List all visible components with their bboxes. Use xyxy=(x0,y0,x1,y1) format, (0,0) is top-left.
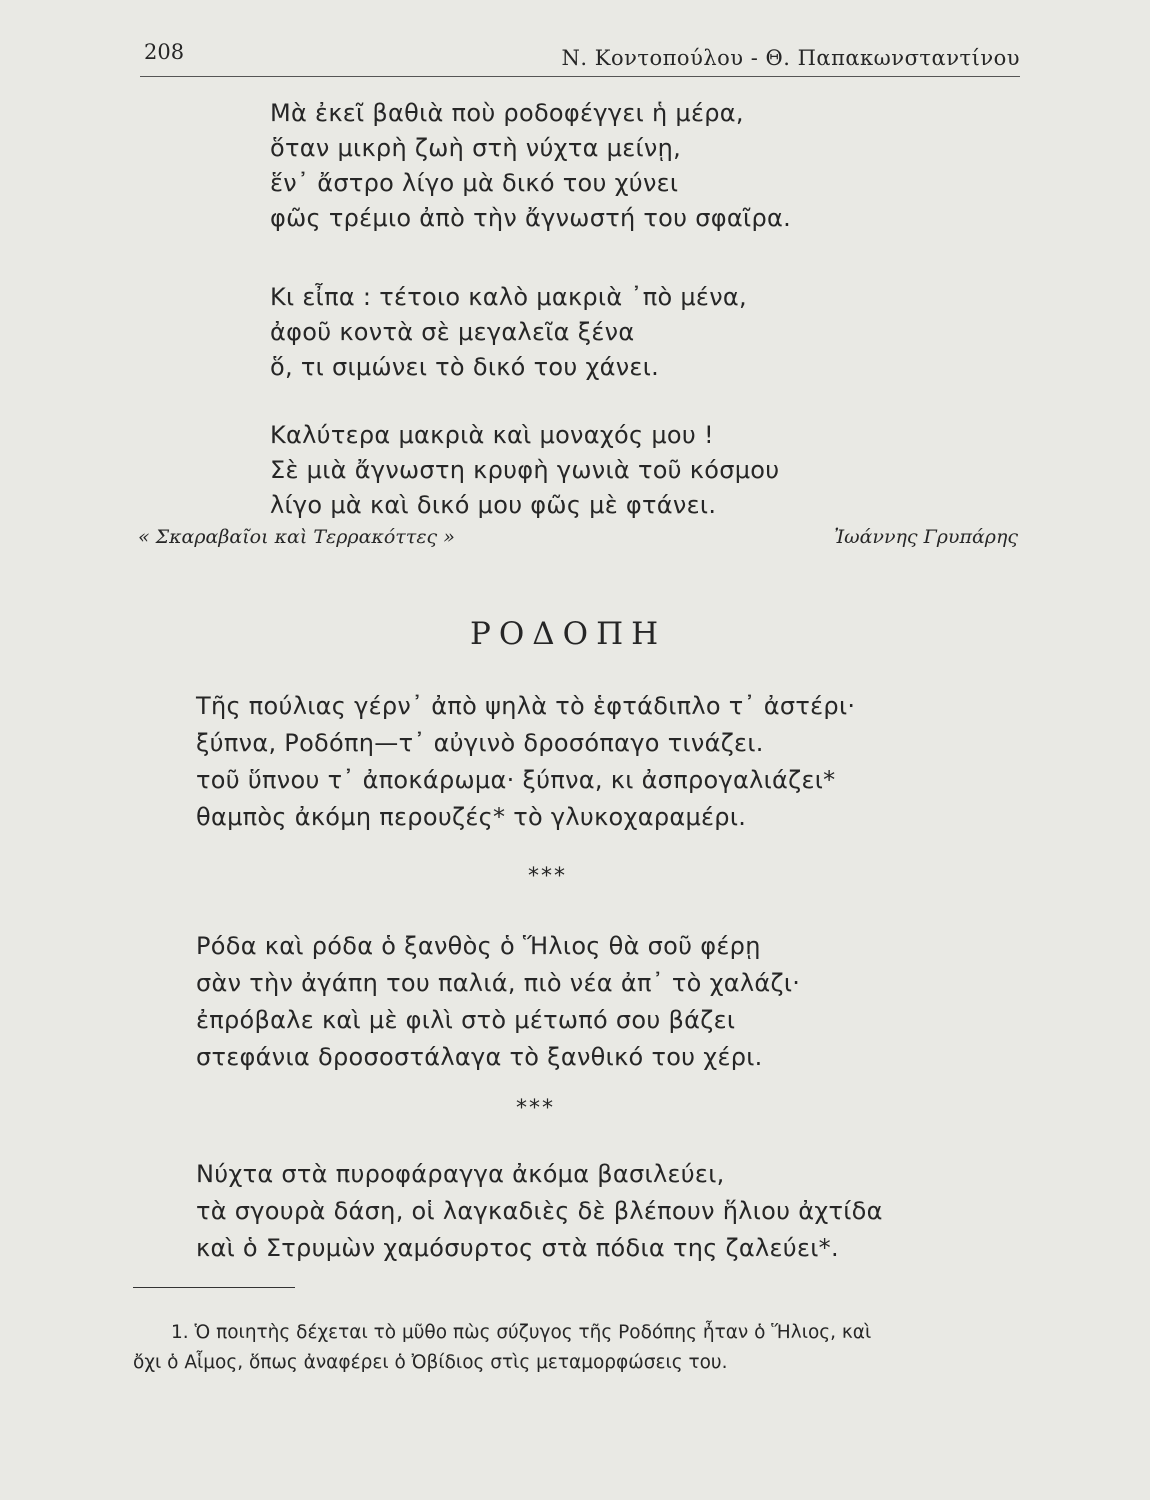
poem-line: ἀφοῦ κοντὰ σὲ μεγαλεῖα ξένα xyxy=(270,318,635,346)
header-rule xyxy=(140,76,1020,77)
section-separator: *** xyxy=(516,1096,555,1121)
poem1-stanza-3 xyxy=(270,418,779,523)
page-header xyxy=(140,40,1020,80)
running-head: Ν. Κοντοπούλου - Θ. Παπακωνσταντίνου xyxy=(561,46,1020,70)
footnote xyxy=(133,1318,1003,1378)
poem2-section-1 xyxy=(196,688,855,836)
poem-title: ΡΟΔΟΠΗ xyxy=(470,616,667,652)
poem-line: λίγο μὰ καὶ δικό μου φῶς μὲ φτάνει. xyxy=(270,491,717,519)
footnote-rule xyxy=(133,1287,295,1288)
poem-line: σὰν τὴν ἀγάπη του παλιά, πιὸ νέα ἀπ᾽ τὸ χαλάζι· xyxy=(196,969,801,997)
page-number: 208 xyxy=(144,40,185,64)
section-separator: *** xyxy=(528,864,567,889)
poem-line: καὶ ὁ Στρυμὼν χαμόσυρτος στὰ πόδια της ζαλεύει*. xyxy=(196,1234,839,1262)
poem1-attribution xyxy=(138,520,1018,554)
poem-line: ὅταν μικρὴ ζωὴ στὴ νύχτα μείνῃ, xyxy=(270,134,682,162)
poem-line: Σὲ μιὰ ἄγνωστη κρυφὴ γωνιὰ τοῦ κόσμου xyxy=(270,456,780,484)
poem-line: Τῆς πούλιας γέρν᾽ ἀπὸ ψηλὰ τὸ ἑφτάδιπλο τ᾽ ἀστέρι· xyxy=(196,692,856,720)
poem-source: « Σκαραβαῖοι καὶ Τερρακόττες » xyxy=(138,526,455,548)
poem-line: Ρόδα καὶ ρόδα ὁ ξανθὸς ὁ Ἥλιος θὰ σοῦ φέρῃ xyxy=(196,932,761,960)
poem-line: φῶς τρέμιο ἀπὸ τὴν ἄγνωστή του σφαῖρα. xyxy=(270,204,792,232)
footnote-line: 1. Ὁ ποιητὴς δέχεται τὸ μῦθο πὼς σύζυγος τῆς Ροδόπης ἦταν ὁ Ἥλιος, καὶ xyxy=(171,1322,872,1343)
poem1-stanza-1 xyxy=(270,96,791,236)
poem-line: ἕν᾽ ἄστρο λίγο μὰ δικό του χύνει xyxy=(270,169,679,197)
poem-line: Καλύτερα μακριὰ καὶ μοναχός μου ! xyxy=(270,421,714,449)
poem-line: ἐπρόβαλε καὶ μὲ φιλὶ στὸ μέτωπό σου βάζει xyxy=(196,1006,736,1034)
poem2-section-3 xyxy=(196,1156,883,1267)
poem-author: Ἰωάννης Γρυπάρης xyxy=(834,526,1018,548)
poem-line: Νύχτα στὰ πυροφάραγγα ἀκόμα βασιλεύει, xyxy=(196,1160,725,1188)
poem-line: στεφάνια δροσοστάλαγα τὸ ξανθικό του χέρι. xyxy=(196,1043,763,1071)
footnote-line: ὄχι ὁ Αἷμος, ὅπως ἀναφέρει ὁ Ὀβίδιος στὶς μεταμορφώσεις του. xyxy=(133,1352,728,1373)
poem-line: Κι εἶπα : τέτοιο καλὸ μακριὰ ᾿πὸ μένα, xyxy=(270,283,747,311)
poem-line: ὅ, τι σιμώνει τὸ δικό του χάνει. xyxy=(270,353,660,381)
poem-line: ξύπνα, Ροδόπη—τ᾽ αὐγινὸ δροσόπαγο τινάζει. xyxy=(196,729,764,757)
poem2-section-2 xyxy=(196,928,800,1076)
poem-line: Μὰ ἐκεῖ βαθιὰ ποὺ ροδοφέγγει ἡ μέρα, xyxy=(270,99,744,127)
poem-line: θαμπὸς ἀκόμη περουζές* τὸ γλυκοχαραμέρι. xyxy=(196,803,747,831)
poem-line: τοῦ ὕπνου τ᾽ ἀποκάρωμα· ξύπνα, κι ἀσπρογαλιάζει* xyxy=(196,766,836,794)
poem1-stanza-2 xyxy=(270,280,747,385)
poem-line: τὰ σγουρὰ δάση, οἱ λαγκαδιὲς δὲ βλέπουν ἥλιου ἀχτίδα xyxy=(196,1197,883,1225)
